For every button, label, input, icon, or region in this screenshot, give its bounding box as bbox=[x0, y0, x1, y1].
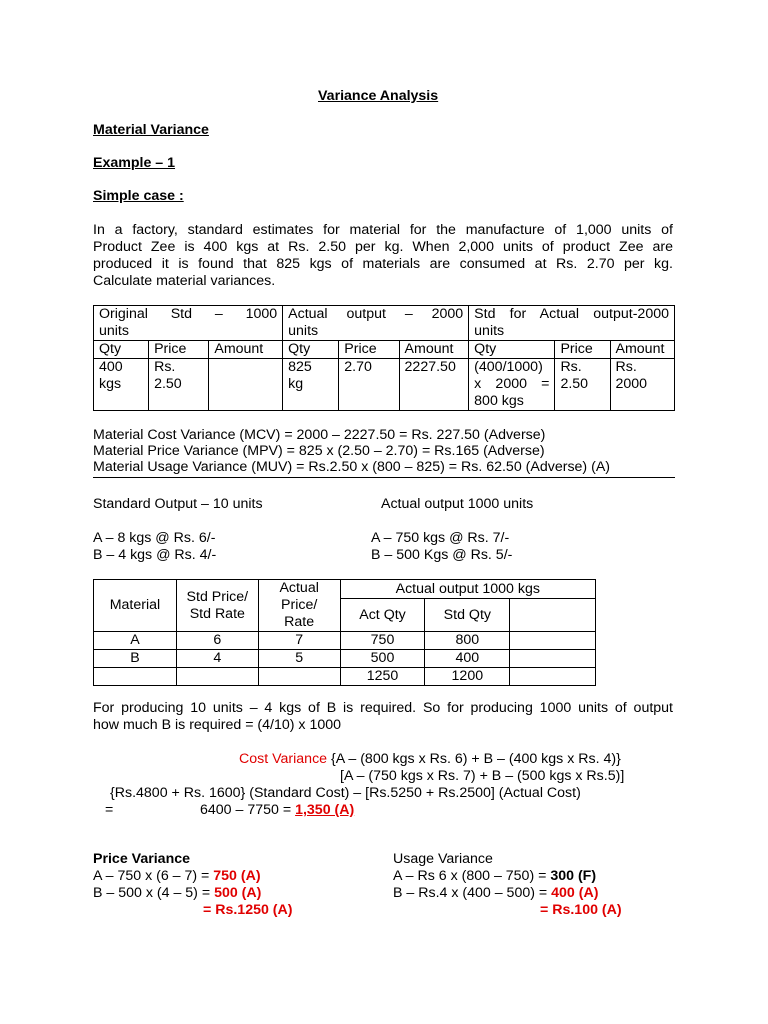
material-qty-table bbox=[93, 579, 596, 686]
table-cell: A bbox=[94, 632, 177, 650]
table-cell: 7 bbox=[258, 632, 340, 650]
table-cell: 825 kg bbox=[283, 359, 339, 411]
table-row bbox=[94, 632, 596, 650]
col-header: Amount bbox=[399, 341, 469, 359]
cost-variance-line1 bbox=[239, 751, 621, 768]
table-cell: Rs. 2.50 bbox=[555, 359, 610, 411]
cost-variance-line2: [A – (750 kgs x Rs. 7) + B – (500 kgs x Rs.5)] bbox=[340, 768, 625, 784]
usage-variance-a: A – Rs 6 x (800 – 750) = 300 (F) bbox=[393, 868, 597, 884]
table-cell: 5 bbox=[258, 650, 340, 668]
table-cell bbox=[209, 359, 283, 411]
producing-paragraph bbox=[93, 700, 673, 734]
table-cell: 2.70 bbox=[339, 359, 399, 411]
table-cell: 2227.50 bbox=[399, 359, 469, 411]
table-cell: 4 bbox=[176, 650, 258, 668]
example-heading: Example – 1 bbox=[93, 155, 176, 171]
table-row bbox=[94, 668, 596, 686]
table-cell: 500 bbox=[340, 650, 425, 668]
header-original-std: Original Std – 1000 units bbox=[94, 306, 283, 341]
col-header: Price bbox=[555, 341, 610, 359]
section-heading: Material Variance bbox=[93, 122, 209, 138]
col-header: Price bbox=[339, 341, 399, 359]
table-cell: Rs. 2000 bbox=[610, 359, 674, 411]
actual-output-label: Actual output 1000 units bbox=[381, 496, 534, 512]
price-variance-a: A – 750 x (6 – 7) = 750 (A) bbox=[93, 868, 261, 884]
cost-variance-standard: {A – (800 kgs x Rs. 6) + B – (400 kgs x Rs. 4)} bbox=[331, 751, 621, 767]
producing-line: For producing 10 units – 4 kgs of B is required. So for producing 1000 units of output bbox=[93, 700, 673, 716]
col-header: Qty bbox=[283, 341, 339, 359]
cost-variance-result: 1,350 (A) bbox=[295, 802, 355, 818]
table-cell: 800 bbox=[425, 632, 510, 650]
page-title: Variance Analysis bbox=[318, 88, 439, 104]
act-a-line: A – 750 kgs @ Rs. 7/- bbox=[371, 530, 510, 546]
header-actual-output-group: Actual output 1000 kgs bbox=[340, 580, 595, 599]
producing-line: how much B is required = (4/10) x 1000 bbox=[93, 717, 342, 733]
table-cell: 400 bbox=[425, 650, 510, 668]
cost-variance-line3: {Rs.4800 + Rs. 1600} (Standard Cost) – [Rs.5250 + Rs.2500] (Actual Cost) bbox=[110, 785, 581, 801]
header-material: Material bbox=[94, 580, 177, 632]
mcv-line: Material Cost Variance (MCV) = 2000 – 2227.50 = Rs. 227.50 (Adverse) bbox=[93, 427, 546, 443]
usage-variance-heading: Usage Variance bbox=[393, 851, 493, 867]
cost-variance-label: Cost Variance bbox=[239, 751, 328, 767]
std-a-line: A – 8 kgs @ Rs. 6/- bbox=[93, 530, 216, 546]
std-output-label: Standard Output – 10 units bbox=[93, 496, 263, 512]
table-cell: 1250 bbox=[340, 668, 425, 686]
table-cell: B bbox=[94, 650, 177, 668]
intro-line: Product Zee is 400 kgs at Rs. 2.50 per kg. When 2,000 units of product Zee are bbox=[93, 239, 673, 255]
table-cell: 1200 bbox=[425, 668, 510, 686]
table-header-row bbox=[94, 580, 596, 599]
usage-variance-total: = Rs.100 (A) bbox=[540, 902, 622, 918]
table-cell bbox=[176, 668, 258, 686]
col-header: Price bbox=[149, 341, 209, 359]
col-header: Amount bbox=[209, 341, 283, 359]
usage-variance-b: B – Rs.4 x (400 – 500) = 400 (A) bbox=[393, 885, 599, 901]
header-std-price: Std Price/ Std Rate bbox=[176, 580, 258, 632]
table-cell bbox=[94, 668, 177, 686]
col-header: Amount bbox=[610, 341, 674, 359]
header-actual-output: Actual output – 2000 units bbox=[283, 306, 469, 341]
table-row bbox=[94, 359, 675, 411]
table-cell bbox=[258, 668, 340, 686]
intro-line: In a factory, standard estimates for material for the manufacture of 1,000 units of bbox=[93, 222, 673, 238]
mpv-line: Material Price Variance (MPV) = 825 x (2.50 – 2.70) = Rs.165 (Adverse) bbox=[93, 443, 545, 459]
intro-line: Calculate material variances. bbox=[93, 273, 276, 289]
simple-case-heading: Simple case : bbox=[93, 188, 184, 204]
table-subheader-row bbox=[94, 341, 675, 359]
price-variance-b: B – 500 x (4 – 5) = 500 (A) bbox=[93, 885, 262, 901]
cost-variance-eq: = bbox=[105, 802, 114, 818]
muv-line: Material Usage Variance (MUV) = Rs.2.50 x (800 – 825) = Rs. 62.50 (Adverse) (A) bbox=[93, 459, 611, 475]
header-std-qty: Std Qty bbox=[425, 599, 510, 632]
table-cell: 6 bbox=[176, 632, 258, 650]
material-table bbox=[93, 305, 675, 411]
table-cell: (400/1000) x 2000 = 800 kgs bbox=[469, 359, 555, 411]
table-header-row bbox=[94, 306, 675, 341]
header-actual-price: Actual Price/ Rate bbox=[258, 580, 340, 632]
intro-line: produced it is found that 825 kgs of materials are consumed at Rs. 2.70 per kg. bbox=[93, 256, 673, 272]
col-header: Qty bbox=[94, 341, 149, 359]
table-cell bbox=[510, 668, 596, 686]
price-variance-heading: Price Variance bbox=[93, 851, 191, 867]
std-b-line: B – 4 kgs @ Rs. 4/- bbox=[93, 547, 217, 563]
divider bbox=[93, 477, 675, 478]
col-header: Qty bbox=[469, 341, 555, 359]
price-variance-total: = Rs.1250 (A) bbox=[203, 902, 293, 918]
table-cell: 400 kgs bbox=[94, 359, 149, 411]
cost-variance-line4: 6400 – 7750 = 1,350 (A) bbox=[200, 802, 355, 818]
table-row bbox=[94, 650, 596, 668]
header-std-for-actual: Std for Actual output-2000 units bbox=[469, 306, 675, 341]
header-act-qty: Act Qty bbox=[340, 599, 425, 632]
act-b-line: B – 500 Kgs @ Rs. 5/- bbox=[371, 547, 513, 563]
table-cell: Rs. 2.50 bbox=[149, 359, 209, 411]
table-cell bbox=[510, 650, 596, 668]
header-blank bbox=[510, 599, 596, 632]
intro-paragraph bbox=[93, 222, 673, 290]
table-cell: 750 bbox=[340, 632, 425, 650]
table-cell bbox=[510, 632, 596, 650]
